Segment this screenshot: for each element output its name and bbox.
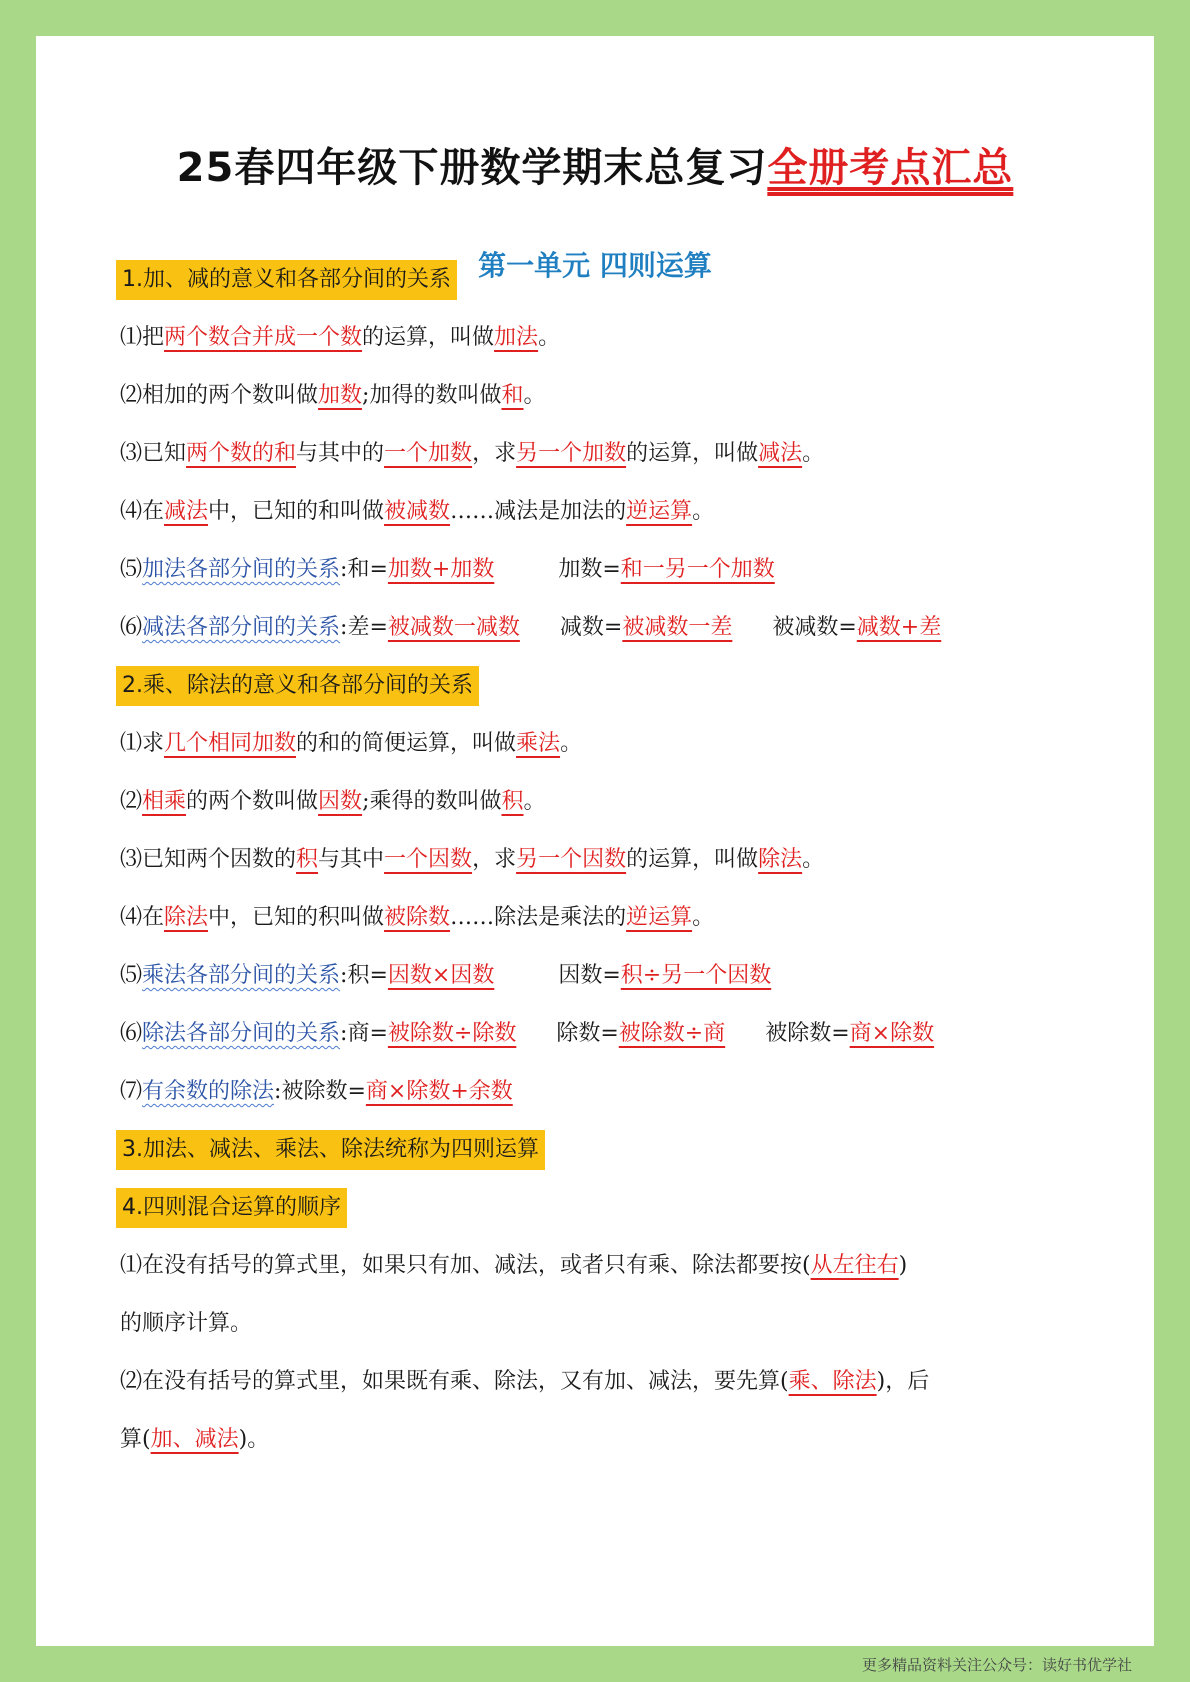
text: ⑵在没有括号的算式里，如果既有乘、除法，又有加、减法，要先算( xyxy=(120,1369,789,1394)
s2-line-4 xyxy=(120,898,1074,938)
text: ⑴把 xyxy=(120,325,165,350)
concept: 减法各部分间的关系 xyxy=(142,615,341,640)
section-2-heading: 2.乘、除法的意义和各部分间的关系 xyxy=(116,666,479,706)
text: 除数= xyxy=(556,1021,619,1046)
answer: 减数+差 xyxy=(856,615,942,640)
concept: 有余数的除法 xyxy=(142,1079,275,1104)
answer: 加、减法 xyxy=(150,1427,239,1452)
text: 的运算，叫做 xyxy=(362,325,495,350)
answer: 减法 xyxy=(164,499,209,524)
text: 。 xyxy=(538,325,561,350)
text: ……除法是乘法的 xyxy=(450,905,627,930)
answer: 相乘 xyxy=(142,789,187,814)
answer: 和 xyxy=(501,383,524,408)
text: ⑴在没有括号的算式里，如果只有加、减法，或者只有乘、除法都要按( xyxy=(120,1253,811,1278)
text: ⑹ xyxy=(120,615,143,640)
text: 中，已知的和叫做 xyxy=(208,499,385,524)
text: )，后 xyxy=(876,1369,930,1394)
answer: 加法 xyxy=(494,325,539,350)
answer: 几个相同加数 xyxy=(164,731,297,756)
s4-line-1-cont: 的顺序计算。 xyxy=(120,1311,253,1336)
answer: 积÷另一个因数 xyxy=(620,963,772,988)
answer: 从左往右 xyxy=(810,1253,899,1278)
text: 。 xyxy=(802,441,825,466)
s1-line-1 xyxy=(120,318,1074,358)
text: ，求 xyxy=(472,441,517,466)
text: 。 xyxy=(523,383,546,408)
answer: 因数 xyxy=(318,789,363,814)
section-4-heading: 4.四则混合运算的顺序 xyxy=(116,1188,347,1228)
text: ⑷在 xyxy=(120,905,165,930)
text: :积= xyxy=(340,963,388,988)
text: 减数= xyxy=(559,615,623,640)
concept: 加法各部分间的关系 xyxy=(142,557,341,582)
concept: 乘法各部分间的关系 xyxy=(142,963,341,988)
text: )。 xyxy=(238,1427,270,1452)
concept: 除法各部分间的关系 xyxy=(142,1021,341,1046)
s2-line-7 xyxy=(120,1072,1074,1112)
text: :被除数= xyxy=(274,1079,366,1104)
answer: 和一另一个加数 xyxy=(620,557,775,582)
answer: 积 xyxy=(296,847,319,872)
text: 。 xyxy=(692,905,715,930)
answer: 加数 xyxy=(318,383,363,408)
answer: 乘法 xyxy=(516,731,561,756)
text: 。 xyxy=(692,499,715,524)
footer-text: 更多精品资料关注公众号：读好书优学社 xyxy=(861,1656,1132,1674)
answer: 因数×因数 xyxy=(387,963,495,988)
text: 。 xyxy=(560,731,583,756)
answer: 减法 xyxy=(758,441,803,466)
answer: 乘、除法 xyxy=(788,1369,877,1394)
text: 的运算，叫做 xyxy=(626,441,759,466)
answer: 商×除数+余数 xyxy=(365,1079,513,1104)
answer: 一个因数 xyxy=(384,847,473,872)
answer: 加数+加数 xyxy=(387,557,495,582)
answer: 被减数一减数 xyxy=(387,615,520,640)
page xyxy=(36,36,1154,1646)
s2-line-6 xyxy=(120,1014,1074,1054)
s1-line-5 xyxy=(120,550,1074,590)
text: ;加得的数叫做 xyxy=(362,383,502,408)
text: ，求 xyxy=(472,847,517,872)
text: ⑸ xyxy=(120,557,143,582)
answer: 被减数一差 xyxy=(622,615,733,640)
text: 被减数= xyxy=(772,615,857,640)
unit-title: 第一单元 四则运算 xyxy=(478,249,712,282)
s4-line-2 xyxy=(120,1362,1074,1402)
text: 的两个数叫做 xyxy=(186,789,319,814)
text: :差= xyxy=(340,615,388,640)
answer: 除法 xyxy=(164,905,209,930)
text: ⑴求 xyxy=(120,731,165,756)
answer: 被除数÷除数 xyxy=(387,1021,517,1046)
text: 与其中的 xyxy=(296,441,385,466)
section-1-heading: 1.加、减的意义和各部分间的关系 xyxy=(116,260,457,300)
text: ⑵ xyxy=(120,789,143,814)
answer: 一个加数 xyxy=(384,441,473,466)
text: ……减法是加法的 xyxy=(450,499,627,524)
section-3-heading: 3.加法、减法、乘法、除法统称为四则运算 xyxy=(116,1130,545,1170)
s1-line-4 xyxy=(120,492,1074,532)
text: ⑵相加的两个数叫做 xyxy=(120,383,319,408)
s1-line-3 xyxy=(120,434,1074,474)
s2-line-5 xyxy=(120,956,1074,996)
answer: 商×除数 xyxy=(849,1021,935,1046)
text: 的运算，叫做 xyxy=(626,847,759,872)
s2-line-1 xyxy=(120,724,1074,764)
answer: 逆运算 xyxy=(626,905,693,930)
s4-line-1 xyxy=(120,1246,1074,1286)
s2-line-2 xyxy=(120,782,1074,822)
answer: 被除数 xyxy=(384,905,451,930)
text: ;乘得的数叫做 xyxy=(362,789,502,814)
text: 中，已知的积叫做 xyxy=(208,905,385,930)
text: 与其中 xyxy=(318,847,385,872)
footer-note xyxy=(36,1648,1154,1682)
text: 算( xyxy=(120,1427,151,1452)
s1-line-6 xyxy=(120,608,1074,648)
answer: 两个数的和 xyxy=(186,441,297,466)
text: :和= xyxy=(340,557,388,582)
answer: 另一个因数 xyxy=(516,847,627,872)
text: 。 xyxy=(802,847,825,872)
s1-line-2 xyxy=(120,376,1074,416)
answer: 被减数 xyxy=(384,499,451,524)
text: 因数= xyxy=(558,963,621,988)
text: ⑸ xyxy=(120,963,143,988)
title-main: 25春四年级下册数学期末总复习 xyxy=(176,145,768,191)
text: :商= xyxy=(340,1021,388,1046)
answer: 除法 xyxy=(758,847,803,872)
answer: 另一个加数 xyxy=(516,441,627,466)
text: ⑶已知 xyxy=(120,441,187,466)
text: ⑹ xyxy=(120,1021,143,1046)
answer: 积 xyxy=(501,789,524,814)
answer: 被除数÷商 xyxy=(618,1021,726,1046)
text: ) xyxy=(898,1253,908,1278)
text: 。 xyxy=(523,789,546,814)
text: 被除数= xyxy=(765,1021,850,1046)
text: ⑺ xyxy=(120,1079,143,1104)
text: ⑶已知两个因数的 xyxy=(120,847,297,872)
title-highlight: 全册考点汇总 xyxy=(767,145,1014,191)
s2-line-3 xyxy=(120,840,1074,880)
text: 的和的简便运算，叫做 xyxy=(296,731,517,756)
s4-line-2-cont xyxy=(120,1420,1074,1460)
text: ⑷在 xyxy=(120,499,165,524)
answer: 两个数合并成一个数 xyxy=(164,325,363,350)
text: 加数= xyxy=(558,557,621,582)
page-title xyxy=(36,140,1154,196)
answer: 逆运算 xyxy=(626,499,693,524)
